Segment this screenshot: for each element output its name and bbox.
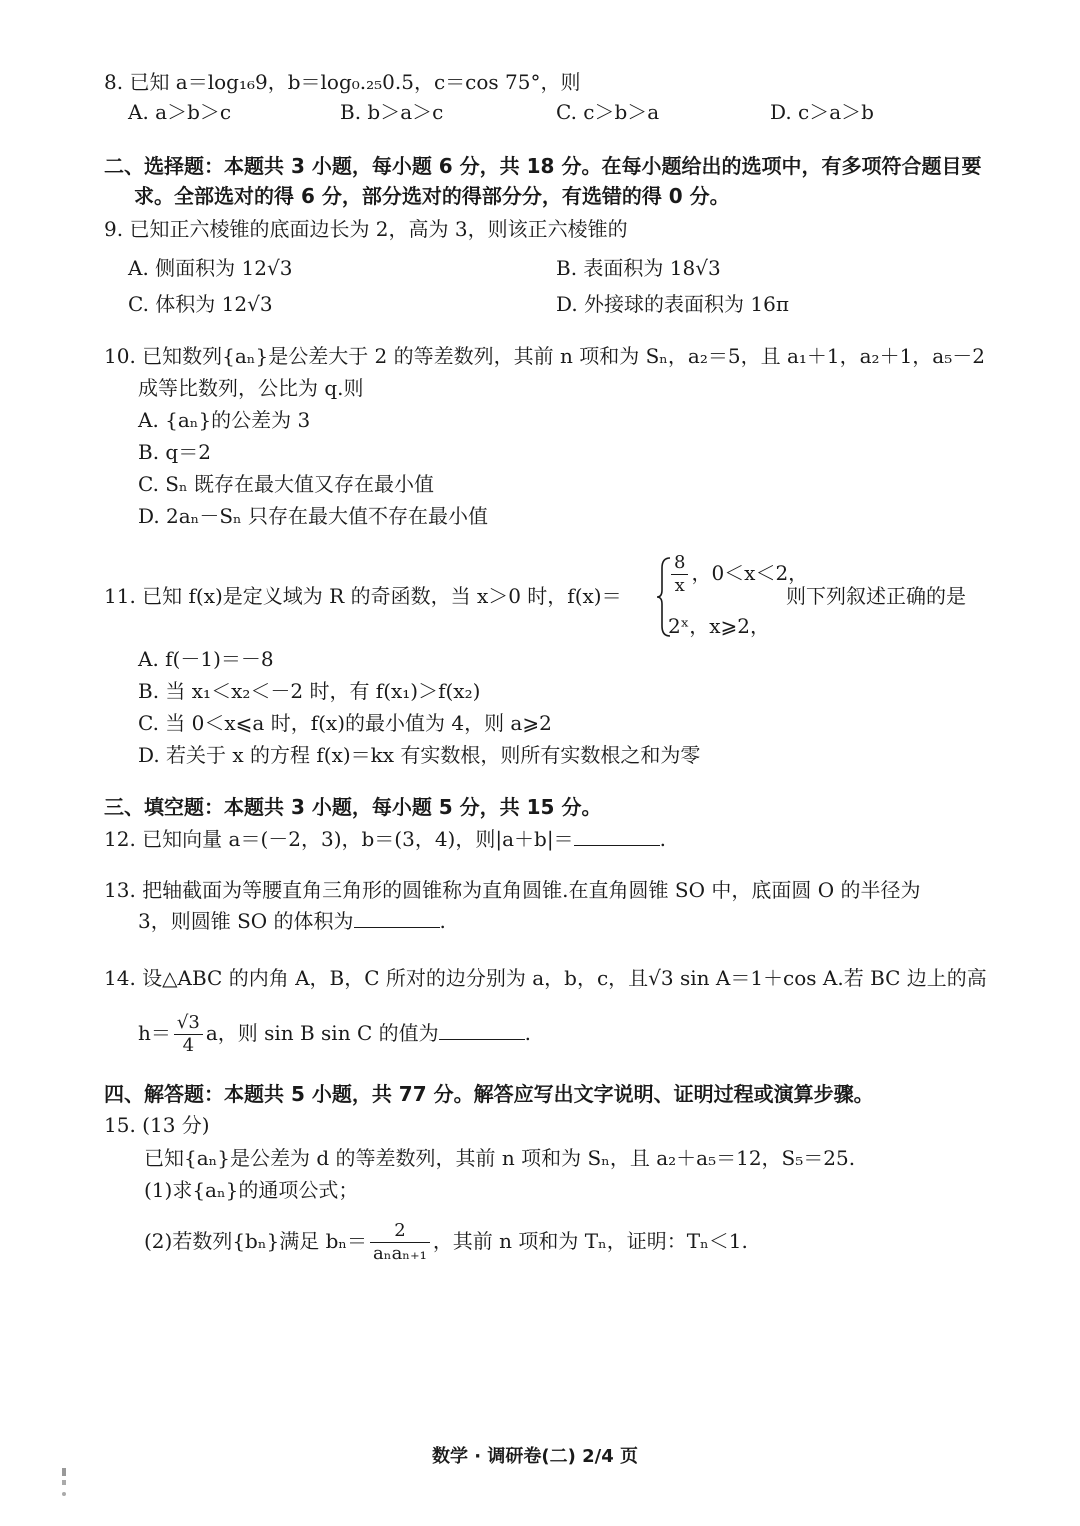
section-2-heading-cont: 求。全部选对的得 6 分，部分选对的得部分分，有选错的得 0 分。: [134, 184, 730, 208]
q15-denominator: aₙaₙ₊₁: [373, 1243, 427, 1264]
q13-answer-blank: [354, 909, 440, 928]
question-10-stem: 10. 已知数列{aₙ}是公差大于 2 的等差数列，其前 n 项和为 Sₙ，a₂＝5，且 a₁＋1，a₂＋1，a₅－2: [104, 344, 985, 368]
case1-numerator: 8: [671, 552, 688, 575]
q14-h-numerator: √3: [174, 1012, 203, 1035]
q9-option-c: C. 体积为 12√3: [128, 292, 273, 316]
q10-option-a: A. {aₙ}的公差为 3: [138, 408, 311, 432]
q13-end: .: [439, 909, 446, 933]
question-8-stem: 8. 已知 a＝log₁₆9，b＝log₀.₂₅0.5，c＝cos 75°，则: [104, 70, 581, 94]
question-10-stem-cont: 成等比数列，公比为 q.则: [138, 376, 364, 400]
q14-h-denominator: 4: [182, 1035, 195, 1056]
case1-condition: ，0＜x＜2，: [691, 561, 809, 585]
question-11-stem-end: 则下列叙述正确的是: [786, 584, 966, 608]
q9-option-d: D. 外接球的表面积为 16π: [556, 292, 789, 316]
q10-option-b: B. q＝2: [138, 440, 211, 464]
q8-option-d: D. c＞a＞b: [770, 100, 874, 124]
question-15-stem: 已知{aₙ}是公差为 d 的等差数列，其前 n 项和为 Sₙ，且 a₂＋a₅＝12，S₅＝25.: [144, 1146, 856, 1170]
question-15-head: 15. (13 分): [104, 1113, 210, 1137]
q14-end: .: [524, 1021, 531, 1045]
q9-option-b: B. 表面积为 18√3: [556, 256, 721, 280]
q11-option-c: C. 当 0＜x⩽a 时，f(x)的最小值为 4，则 a⩾2: [138, 711, 552, 735]
scan-mark-icon: [58, 1466, 72, 1502]
q12-end: .: [659, 827, 666, 851]
q10-option-c: C. Sₙ 既存在最大值又存在最小值: [138, 472, 435, 496]
question-14-line2: [138, 1012, 531, 1057]
q11-option-a: A. f(－1)＝－8: [138, 647, 274, 671]
question-9-stem: 9. 已知正六棱锥的底面边长为 2，高为 3，则该正六棱锥的: [104, 217, 628, 241]
q15-part2-post: ，其前 n 项和为 Tₙ，证明：Tₙ＜1.: [432, 1229, 748, 1253]
section-2-heading: 二、选择题：本题共 3 小题，每小题 6 分，共 18 分。在每小题给出的选项中，有多项符合题目要: [104, 154, 982, 178]
q10-option-d: D. 2aₙ－Sₙ 只存在最大值不存在最小值: [138, 504, 489, 528]
page-footer: 数学 · 调研卷(二) 2/4 页: [432, 1446, 638, 1467]
question-13-line2: [138, 907, 446, 935]
q9-option-a: A. 侧面积为 12√3: [128, 256, 293, 280]
question-14-line1: 14. 设△ABC 的内角 A，B，C 所对的边分别为 a，b，c，且√3 sin A＝1＋cos A.若 BC 边上的高: [104, 966, 987, 990]
q11-option-b: B. 当 x₁＜x₂＜－2 时，有 f(x₁)＞f(x₂): [138, 679, 481, 703]
section-3-heading: 三、填空题：本题共 3 小题，每小题 5 分，共 15 分。: [104, 795, 602, 819]
q14-answer-blank: [439, 1021, 525, 1040]
question-12: [104, 825, 666, 853]
q14-h-pre: h＝: [138, 1021, 171, 1045]
q15-numerator: 2: [370, 1220, 430, 1243]
q12-answer-blank: [574, 827, 660, 846]
question-13-line1: 13. 把轴截面为等腰直角三角形的圆锥称为直角圆锥.在直角圆锥 SO 中，底面圆 O 的半径为: [104, 878, 921, 902]
piecewise-case-2: 2ˣ，x⩾2，: [668, 614, 770, 638]
question-15-part-1: (1)求{aₙ}的通项公式；: [144, 1178, 359, 1202]
q13-text: 3，则圆锥 SO 的体积为: [138, 909, 354, 933]
q8-option-c: C. c＞b＞a: [556, 100, 660, 124]
q8-option-a: A. a＞b＞c: [128, 100, 232, 124]
case1-denominator: x: [674, 575, 685, 596]
q11-option-d: D. 若关于 x 的方程 f(x)＝kx 有实数根，则所有实数根之和为零: [138, 743, 701, 767]
q8-option-b: B. b＞a＞c: [340, 100, 444, 124]
question-15-part-2: [144, 1220, 748, 1265]
q14-h-post: a，则 sin B sin C 的值为: [205, 1021, 439, 1045]
question-11-stem: 11. 已知 f(x)是定义域为 R 的奇函数，当 x＞0 时，f(x)＝: [104, 584, 622, 608]
q15-part2-pre: (2)若数列{bₙ}满足 bₙ＝: [144, 1229, 368, 1253]
q12-text: 12. 已知向量 a＝(－2，3)，b＝(3，4)，则|a＋b|＝: [104, 827, 574, 851]
section-4-heading: 四、解答题：本题共 5 小题，共 77 分。解答应写出文字说明、证明过程或演算步骤。: [104, 1082, 874, 1106]
